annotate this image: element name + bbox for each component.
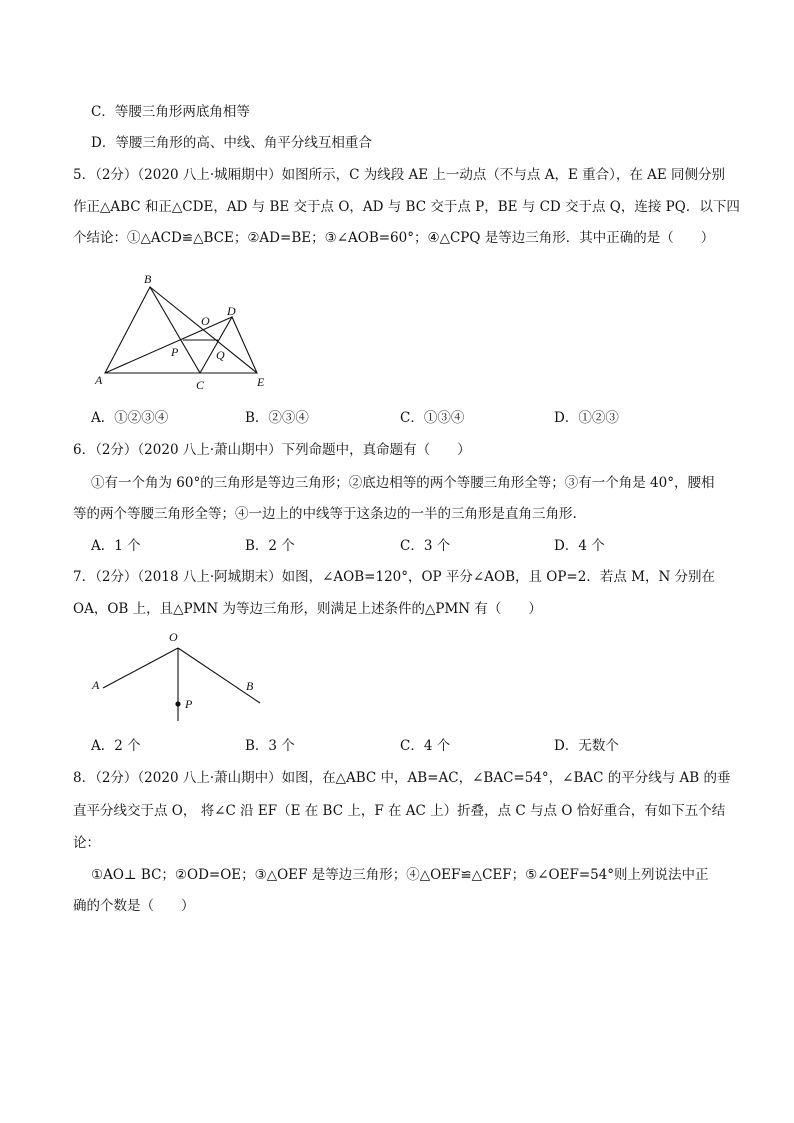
label-p: P: [171, 345, 179, 359]
segment-ad: [105, 317, 232, 373]
q4-option-c: C．等腰三角形两底角相等: [91, 104, 250, 120]
q6-option-d: D．4 个: [554, 538, 605, 554]
label-o: O: [201, 314, 210, 328]
q6-option-a: A．1 个: [91, 538, 141, 554]
triangle-abc: [105, 287, 200, 373]
label-e: E: [257, 375, 265, 389]
q6-stem-line-3: 等的两个等腰三角形全等；④一边上的中线等于这条边的一半的三角形是直角三角形.: [73, 506, 577, 522]
q4-option-d: D．等腰三角形的高、中线、角平分线互相重合: [91, 135, 372, 151]
q5-option-a: A．①②③④: [91, 410, 169, 426]
label-b: B: [144, 272, 152, 286]
point-p: [175, 701, 180, 706]
q6-option-c: C．3 个: [400, 538, 451, 554]
q8-stem-line-3: 论：: [73, 835, 100, 851]
q5-stem-line-1: 5．（2分）（2020 八上·城厢期中）如图所示，C 为线段 AE 上一动点（不与点 A，E 重合），在 AE 同侧分别: [73, 167, 726, 183]
q8-stem-line-1: 8．（2分）（2020 八上·萧山期中）如图，在△ABC 中，AB=AC，∠BAC=54°，∠BAC 的平分线与 AB 的垂: [73, 770, 731, 786]
q6-stem-line-1: 6．（2分）（2020 八上·萧山期中）下列命题中，真命题有（ ）: [73, 442, 471, 458]
q7-option-b: B．3 个: [245, 738, 295, 754]
label-a: A: [95, 373, 103, 387]
triangle-cde: [200, 317, 257, 373]
q5-stem-line-2: 作正△ABC 和正△CDE，AD 与 BE 交于点 O，AD 与 BC 交于点 P，BE 与 CD 交于点 Q，连接 PQ．以下四: [73, 199, 740, 215]
q8-stem-line-2: 直平分线交于点 O， 将∠C 沿 EF（E 在 BC 上，F 在 AC 上）折叠，点 C 与点 O 恰好重合，有如下五个结: [73, 803, 726, 819]
label-o: O: [169, 630, 178, 644]
q6-option-b: B．2 个: [245, 538, 295, 554]
label-q: Q: [216, 348, 225, 362]
label-d: D: [227, 304, 236, 318]
q7-options: [0, 736, 794, 756]
q6-options: [0, 536, 794, 556]
q7-stem-line-2: OA，OB 上，且△PMN 为等边三角形，则满足上述条件的△PMN 有（ ）: [73, 601, 542, 617]
label-b: B: [246, 679, 254, 693]
q7-option-c: C．4 个: [400, 738, 451, 754]
q5-option-b: B．②③④: [245, 410, 309, 426]
q5-stem-line-3: 个结论：①△ACD≌△BCE；②AD=BE；③∠AOB=60°；④△CPQ 是等边三角形．其中正确的是（ ）: [73, 230, 715, 246]
ray-ob: [178, 648, 260, 703]
label-c: C: [196, 378, 205, 392]
q7-option-a: A．2 个: [91, 738, 141, 754]
q5-options: [0, 408, 794, 428]
q5-option-d: D．①②③: [554, 410, 619, 426]
q7-option-d: D．无数个: [554, 738, 619, 754]
q8-stem-line-5: 确的个数是（ ）: [73, 898, 195, 914]
segment-be: [150, 287, 257, 373]
q6-stem-line-2: ①有一个角为 60°的三角形是等边三角形；②底边相等的两个等腰三角形全等；③有一个角是 40°，腰相: [91, 475, 715, 491]
label-p: P: [185, 697, 193, 711]
q7-stem-line-1: 7．（2分）（2018 八上·阿城期末）如图，∠AOB=120°，OP 平分∠AOB，且 OP=2．若点 M，N 分别在: [73, 569, 716, 585]
label-a: A: [92, 678, 100, 692]
ray-oa: [103, 648, 178, 688]
q8-stem-line-4: ①AO⊥ BC；②OD=OE；③△OEF 是等边三角形；④△OEF≌△CEF；⑤∠OEF=54°则上列说法中正: [91, 867, 709, 883]
q5-option-c: C．①③④: [400, 410, 465, 426]
